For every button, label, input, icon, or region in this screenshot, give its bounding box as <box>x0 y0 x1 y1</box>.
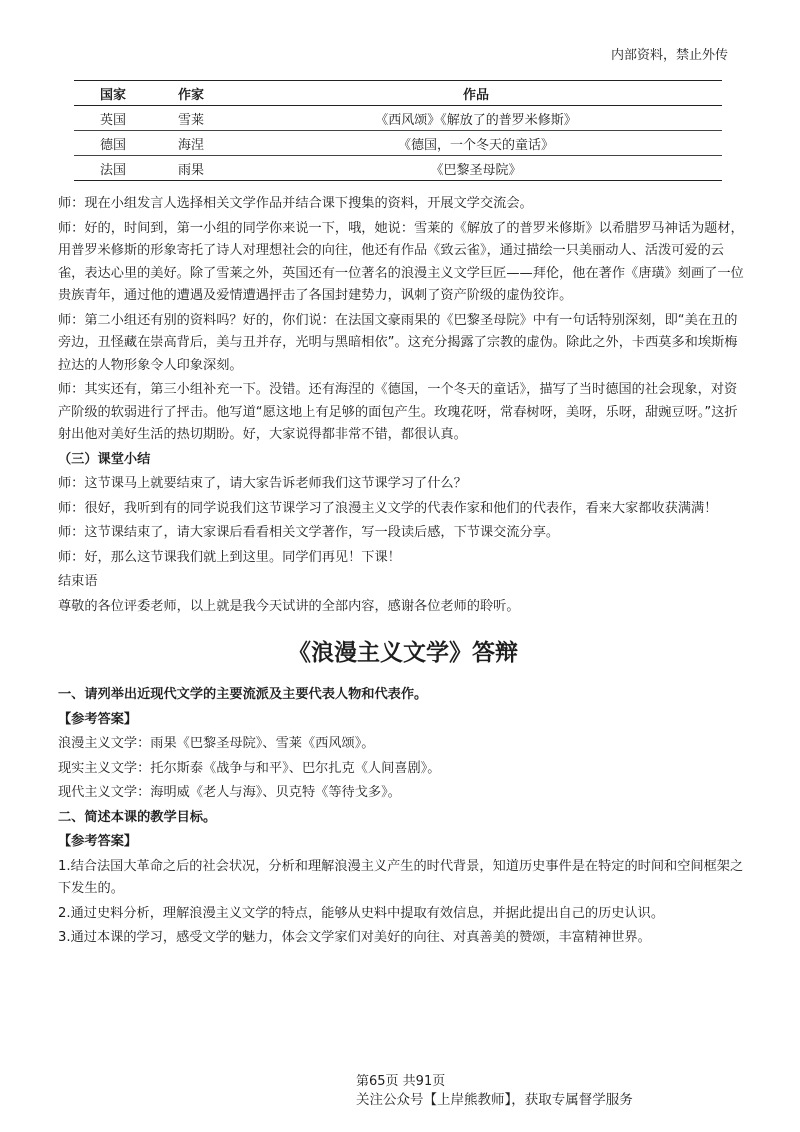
table-header-row <box>74 81 722 106</box>
confidential-note: 内部资料，禁止外传 <box>610 48 728 63</box>
paragraph: 师：第二小组还有别的资料吗？好的，你们说：在法国文豪雨果的《巴黎圣母院》中有一句话特别深刻，即“美在丑的旁边，丑怪藏在崇高背后，美与丑并存，光明与黑暗相依”。这充分揭露了宗教的虚伪。除此之外，卡西莫多和埃斯梅拉达的人物形象令人印象深刻。 <box>58 312 738 373</box>
reference-answer-label: 【参考答案】 <box>58 711 138 727</box>
paragraph: 师：这节课马上就要结束了，请大家告诉老师我们这节课学习了什么？ <box>58 476 467 491</box>
page-number: 第65页 共91页 <box>356 1074 446 1089</box>
table-cell: 雪莱 <box>152 106 230 131</box>
ending-label: 结束语 <box>58 574 98 589</box>
table-header-writer: 作家 <box>152 81 230 106</box>
ending-text: 尊敬的各位评委老师，以上就是我今天试讲的全部内容，感谢各位老师的聆听。 <box>58 598 520 614</box>
paragraph: 师：其实还有，第三小组补充一下。没错。还有海涅的《德国，一个冬天的童话》，描写了当时德国的社会现象，对资产阶级的软弱进行了抨击。他写道“愿这地上有足够的面包产生。玫瑰花呀，常春树呀，美呀，乐呀，甜豌豆呀。”这折射出他对美好生活的热切期盼。好，大家说得都非常不错，都很认真。 <box>58 382 738 442</box>
table-row <box>74 131 722 156</box>
paragraph: 师：这节课结束了，请大家课后看看相关文学著作，写一段读后感，下节课交流分享。 <box>58 525 560 540</box>
table-header-works: 作品 <box>230 81 722 106</box>
table-cell: 德国 <box>74 131 152 156</box>
table-cell: 海涅 <box>152 131 230 156</box>
writers-table <box>74 80 722 181</box>
table-header-country: 国家 <box>74 81 152 106</box>
answer-line: 现实主义文学：托尔斯泰《战争与和平》、巴尔扎克《人间喜剧》。 <box>58 760 441 776</box>
table-cell: 法国 <box>74 156 152 181</box>
table-cell: 《巴黎圣母院》 <box>230 156 722 181</box>
promo-text: 关注公众号【上岸熊教师】，获取专属督学服务 <box>356 1092 633 1108</box>
answer-line: 2.通过史料分析，理解浪漫主义文学的特点，能够从史料中提取有效信息，并据此提出自己的历史认识。 <box>58 905 665 921</box>
paragraph: 师：很好，我听到有的同学说我们这节课学习了浪漫主义文学的代表作家和他们的代表作，看来大家都收获满满！ <box>58 500 718 516</box>
reference-answer-label: 【参考答案】 <box>58 834 138 849</box>
table-row <box>74 156 722 181</box>
question-2: 二、简述本课的教学目标。 <box>58 809 217 825</box>
answer-line: 浪漫主义文学：雨果《巴黎圣母院》、雪莱《西风颂》。 <box>58 736 375 751</box>
table-cell: 英国 <box>74 106 152 131</box>
paragraph: 师：好的，时间到，第一小组的同学你来说一下，哦，她说：雪莱的《解放了的普罗米修斯》以希腊罗马神话为题材，用普罗米修斯的形象寄托了诗人对理想社会的向往，他还有作品《致云雀》，通过描绘一只美丽动人、活泼可爱的云雀，表达心里的美好。除了雪莱之外，英国还有一位著名的浪漫主义文学巨匠——拜伦，他在著作《唐璜》刻画了一位贵族青年，通过他的遭遇及爱情遭遇抨击了各国封建势力，讽刺了资产阶级的虚伪狡诈。 <box>58 220 744 303</box>
document-body <box>58 193 748 952</box>
section-heading-summary: （三）课堂小结 <box>58 451 151 467</box>
table-cell: 雨果 <box>152 156 230 181</box>
table-cell: 《德国，一个冬天的童话》 <box>230 131 722 156</box>
table-cell: 《西风颂》《解放了的普罗米修斯》 <box>230 106 722 131</box>
table-row <box>74 106 722 131</box>
paragraph: 师：好，那么这节课我们就上到这里。同学们再见！下课！ <box>58 549 401 565</box>
paragraph: 师：现在小组发言人选择相关文学作品并结合课下搜集的资料，开展文学交流会。 <box>58 196 533 211</box>
answer-line: 现代主义文学：海明威《老人与海》、贝克特《等待戈多》。 <box>58 785 401 800</box>
question-1: 一、请列举出近现代文学的主要流派及主要代表人物和代表作。 <box>58 687 428 702</box>
defense-title: 《浪漫主义文学》答辩 <box>288 640 518 666</box>
answer-line: 1.结合法国大革命之后的社会状况，分析和理解浪漫主义产生的时代背景，知道历史事件是在特定的时间和空间框架之下发生的。 <box>58 858 744 896</box>
answer-line: 3.通过本课的学习，感受文学的魅力，体会文学家们对美好的向往、对真善美的赞颂，丰富精神世界。 <box>58 930 651 945</box>
